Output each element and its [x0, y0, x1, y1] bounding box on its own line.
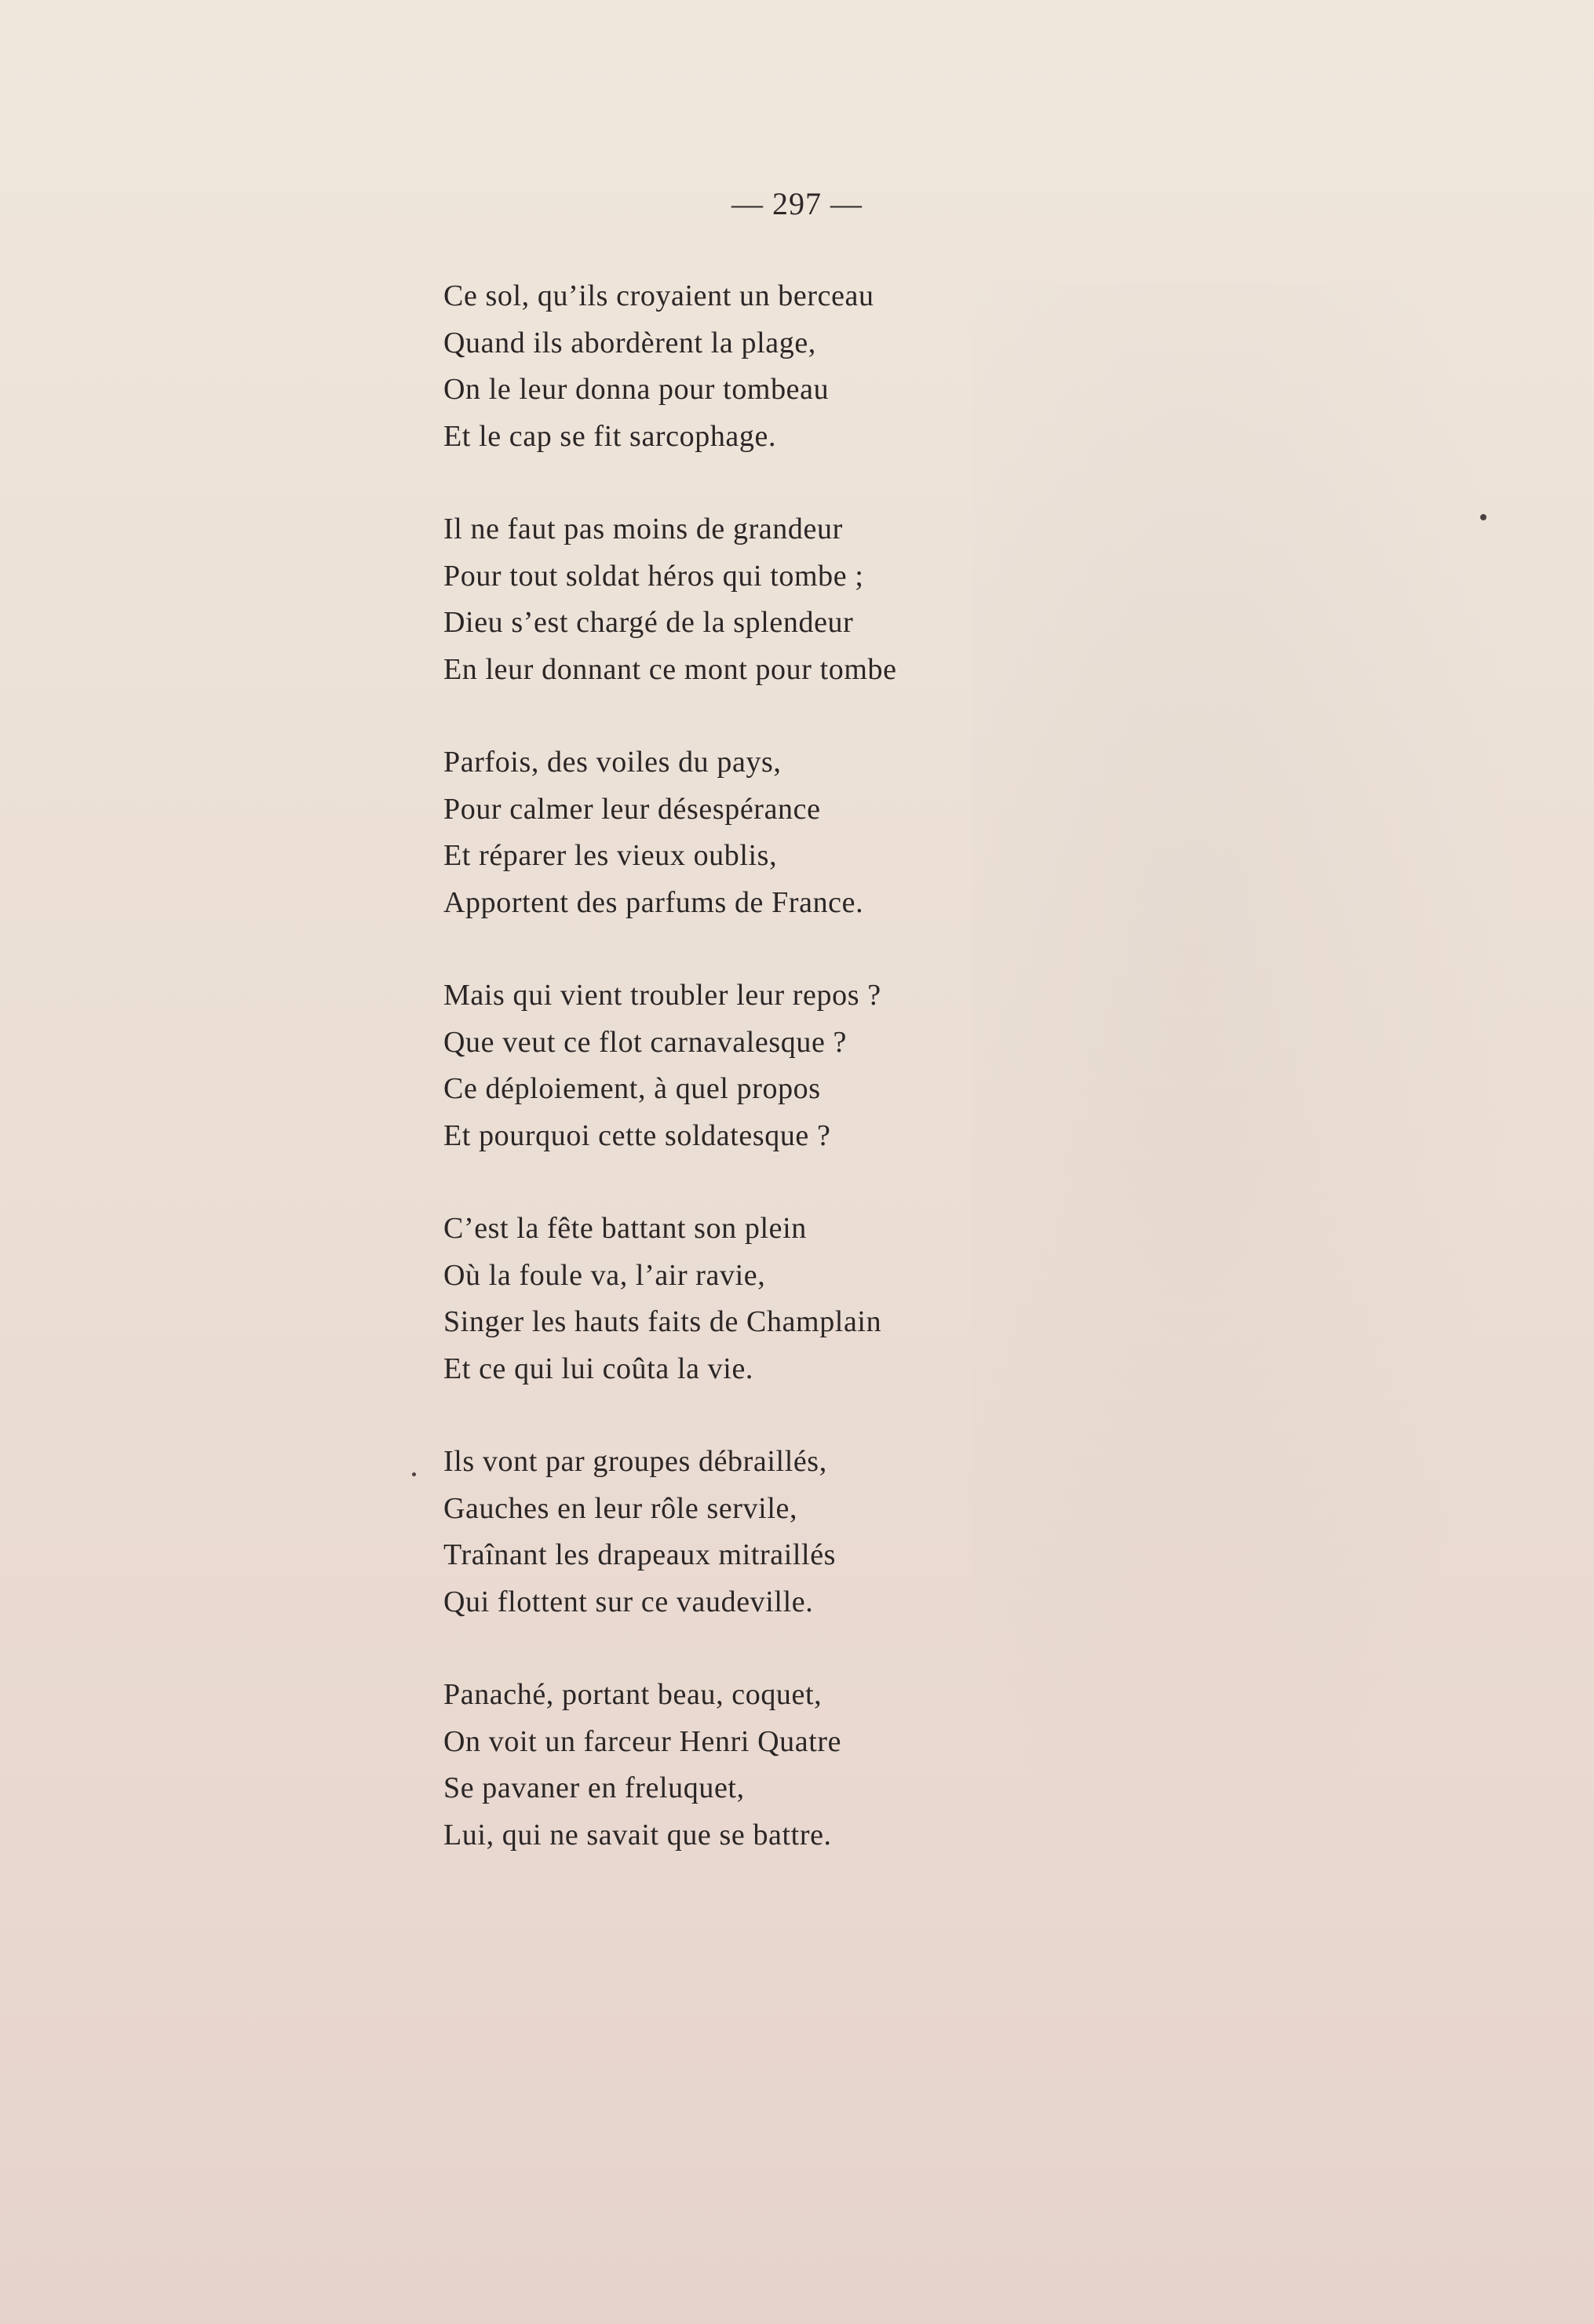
poem-line: C’est la fête battant son plein	[443, 1212, 807, 1245]
stanza-1	[443, 273, 1385, 460]
poem-line: Ils vont par groupes débraillés,	[443, 1445, 827, 1478]
poem-line: Qui flottent sur ce vaudeville.	[443, 1585, 814, 1618]
poem-line: On voit un farceur Henri Quatre	[443, 1724, 842, 1758]
poem-line: Se pavaner en freluquet,	[443, 1771, 745, 1804]
poem-line: Traînant les drapeaux mitraillés	[443, 1538, 837, 1571]
page-number: — 297 —	[731, 186, 863, 221]
poem-line: Et ce qui lui coûta la vie.	[443, 1352, 754, 1385]
poem-line: Singer les hauts faits de Champlain	[443, 1305, 882, 1338]
poem-line: Et le cap se fit sarcophage.	[443, 419, 777, 453]
poem	[443, 273, 1385, 1905]
poem-line: Mais qui vient troubler leur repos ?	[443, 979, 881, 1012]
poem-line: Ce sol, qu’ils croyaient un berceau	[443, 279, 874, 312]
poem-line: Lui, qui ne savait que se battre.	[443, 1818, 832, 1852]
ink-speck	[1480, 514, 1486, 520]
poem-line: Gauches en leur rôle servile,	[443, 1491, 798, 1525]
poem-line: Ce déploiement, à quel propos	[443, 1072, 821, 1105]
poem-line: On le leur donna pour tombeau	[443, 373, 830, 406]
stanza-5	[443, 1206, 1385, 1392]
stanza-6	[443, 1439, 1385, 1625]
stanza-2	[443, 506, 1385, 693]
poem-line: Apportent des parfums de France.	[443, 885, 864, 919]
poem-line: Parfois, des voiles du pays,	[443, 746, 782, 779]
stanza-3	[443, 739, 1385, 926]
ink-speck	[412, 1472, 416, 1476]
poem-line: Il ne faut pas moins de grandeur	[443, 513, 843, 545]
poem-line: Pour calmer leur désespérance	[443, 792, 821, 826]
poem-line: En leur donnant ce mont pour tombe	[443, 652, 897, 686]
poem-line: Panaché, portant beau, coquet,	[443, 1678, 823, 1711]
poem-line: Et pourquoi cette soldatesque ?	[443, 1118, 831, 1152]
poem-line: Quand ils abordèrent la plage,	[443, 326, 816, 359]
poem-line: Où la foule va, l’air ravie,	[443, 1258, 766, 1292]
poem-line: Que veut ce flot carnavalesque ?	[443, 1025, 847, 1059]
poem-line: Pour tout soldat héros qui tombe ;	[443, 559, 864, 593]
poem-line: Dieu s’est chargé de la splendeur	[443, 606, 854, 639]
stanza-4	[443, 972, 1385, 1159]
poem-line: Et réparer les vieux oublis,	[443, 839, 778, 872]
stanza-7	[443, 1672, 1385, 1859]
